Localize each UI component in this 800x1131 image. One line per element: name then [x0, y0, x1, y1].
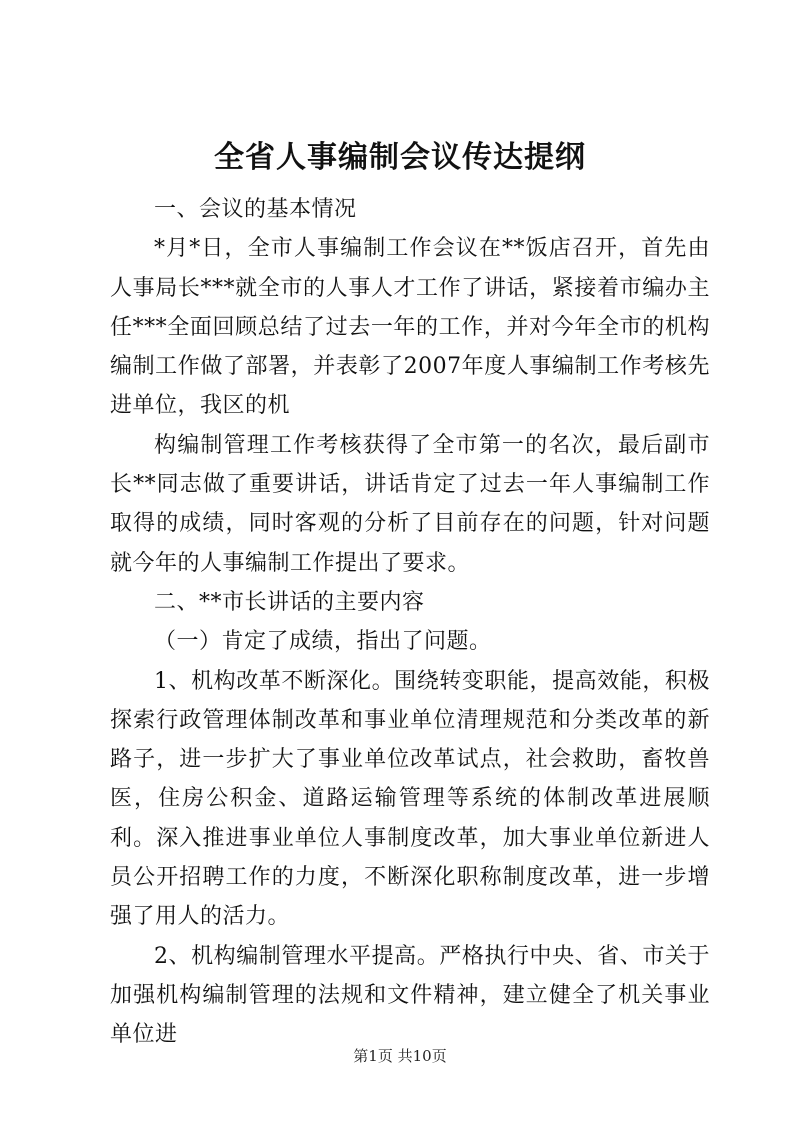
section-heading-2: 二、**市长讲话的主要内容	[154, 589, 425, 615]
document-title: 全省人事编制会议传达提纲	[214, 140, 586, 175]
paragraph: *月*日，全市人事编制工作会议在**饭店召开，首先由人事局长***就全市的人事人才工作了讲话，紧接着市编办主任***全面回顾总结了过去一年的工作，并对今年全市的机构编制工作做了部署，并表彰了2007年度人事编制工作考核先进单位，我区的机	[110, 236, 710, 419]
sub-heading: （一）肯定了成绩，指出了问题。	[154, 629, 492, 655]
document-body	[110, 190, 710, 1055]
paragraph: 构编制管理工作考核获得了全市第一的名次，最后副市长**同志做了重要讲话，讲话肯定了过去一年人事编制工作取得的成绩，同时客观的分析了目前存在的问题，针对问题就今年的人事编制工作提出了要求。	[110, 432, 710, 576]
section-heading-1: 一、会议的基本情况	[154, 197, 357, 222]
paragraph: 2、机构编制管理水平提高。严格执行中央、省、市关于加强机构编制管理的法规和文件精神，建立健全了机关事业单位进	[110, 943, 710, 1048]
paragraph: 1、机构改革不断深化。围绕转变职能，提高效能，积极探索行政管理体制改革和事业单位清理规范和分类改革的新路子，进一步扩大了事业单位改革试点，社会救助，畜牧兽医，住房公积金、道路运输管理等系统的体制改革进展顺利。深入推进事业单位人事制度改革，加大事业单位新进人员公开招聘工作的力度，不断深化职称制度改革，进一步增强了用人的活力。	[110, 668, 710, 930]
page-footer: 第1页 共10页	[353, 1047, 447, 1065]
